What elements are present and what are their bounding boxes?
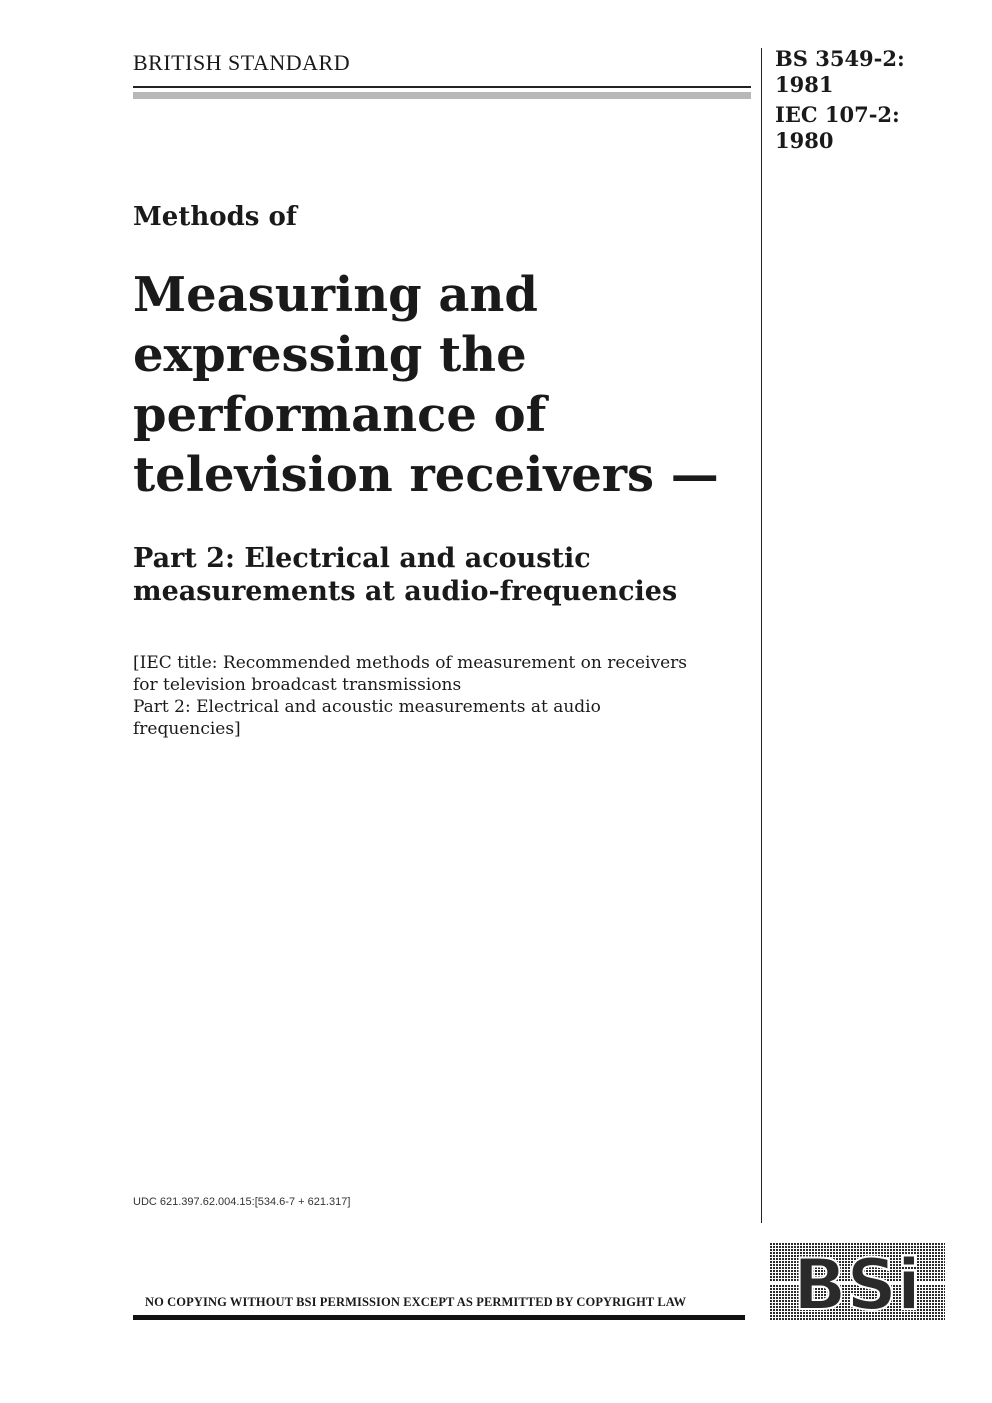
bsi-logo-text: BSi (793, 1244, 921, 1321)
header-rule-thick (133, 92, 751, 99)
iec-number: IEC 107-2: (775, 102, 900, 127)
iec-year: 1980 (775, 128, 834, 153)
iec-title-line: [IEC title: Recommended methods of measurement on receivers (133, 653, 687, 673)
iec-title-line: Part 2: Electrical and acoustic measurements at audio (133, 697, 601, 717)
header-rule-thin (133, 86, 751, 88)
iec-title-line: frequencies] (133, 719, 241, 739)
footer-rule (133, 1315, 745, 1320)
iec-title-block (133, 652, 753, 740)
bs-number: BS 3549-2: (775, 46, 905, 71)
udc-code: UDC 621.397.62.004.15:[534.6-7 + 621.317] (133, 1196, 351, 1208)
standard-numbers (775, 46, 905, 154)
vertical-divider (761, 48, 762, 1223)
part-title: Part 2: Electrical and acoustic measurements at audio-frequencies (133, 543, 678, 607)
series-label: BRITISH STANDARD (133, 50, 351, 75)
bs-year: 1981 (775, 72, 834, 97)
copyright-notice: NO COPYING WITHOUT BSI PERMISSION EXCEPT AS PERMITTED BY COPYRIGHT LAW (145, 1295, 687, 1309)
main-title: Measuring and expressing the performance of television receivers — (133, 267, 719, 503)
methods-of-label: Methods of (133, 202, 297, 232)
iec-title-line: for television broadcast transmissions (133, 675, 462, 695)
bsi-logo (770, 1243, 945, 1321)
